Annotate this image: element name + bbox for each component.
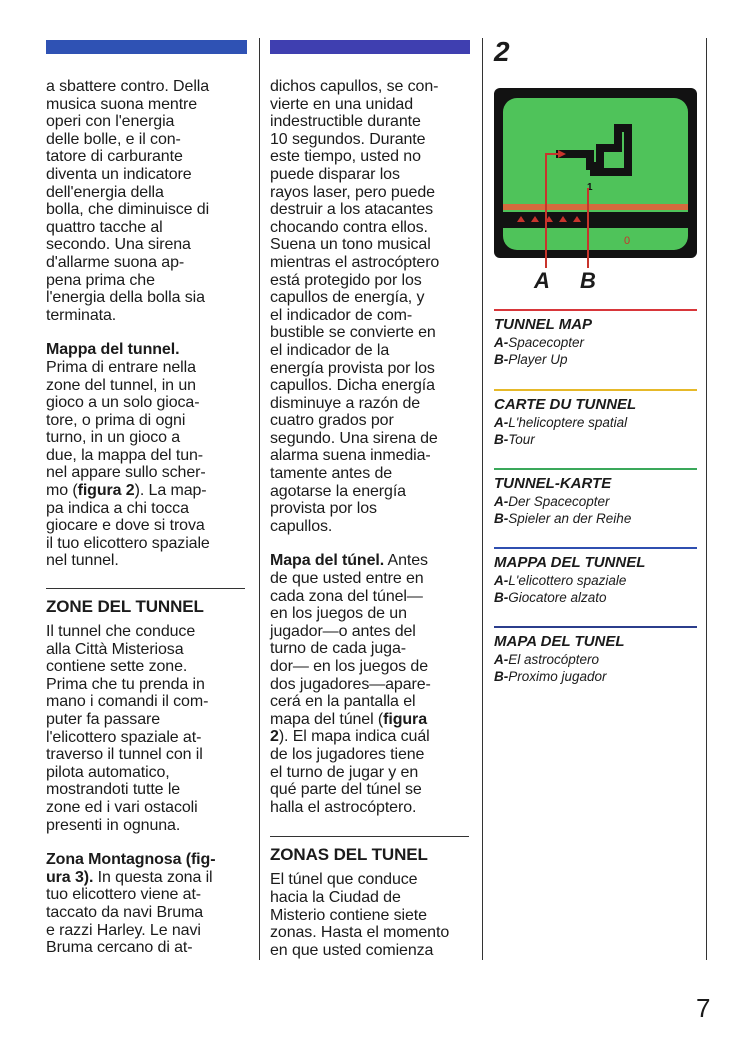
legend-item-b: B-Player Up [494,352,568,367]
legend-title: TUNNEL-KARTE [494,475,612,492]
section-rule [46,588,245,589]
figure-number: 2 [494,36,510,67]
legend-item-a: A-El astrocóptero [494,652,600,667]
paragraph-tunnel-map: Mappa del tunnel. Prima di entrare nella zone del tunnel, in un gioco a un solo gioca- tore, o prima di ogni turno, in un gioco a due, la mappa del tun- nel appare sullo scher- mo (figura 2). La map- pa indica a chi tocca giocare e dove si trova il tuo elicottero spaziale nel tunnel. [46,341,210,570]
legend-item-a: A-L'helicoptere spatial [494,415,628,430]
legend-rule [494,547,697,549]
paragraph-bubble-energy: a sbattere contro. Della musica suona mentre operi con l'energia delle bolle, e il con- tatore di carburante diventa un indicatore dell'energia della bolla, che diminuisce di quattro tacche al secondo. Una sirena d'allarme suona ap- pena prima che l'energia della bolla sia terminata. [46,78,210,324]
legend-title: MAPPA DEL TUNNEL [494,554,646,571]
callout-label-a: A [534,268,550,293]
section-rule [270,836,469,837]
column-2-header-bar [270,40,470,54]
column-1-header-bar [46,40,247,54]
legend-rule [494,389,697,391]
page-number: 7 [696,993,711,1023]
column-spanish [270,78,480,959]
legend-title: CARTE DU TUNNEL [494,396,637,413]
column-divider-3 [706,38,707,960]
player-up-digit: 1 [587,182,593,193]
legend-title: MAPA DEL TUNEL [494,633,625,650]
legend-rule [494,626,697,628]
legend-spanish [494,626,697,685]
legend-title: TUNNEL MAP [494,316,593,333]
paragraph-heading: Mapa del túnel. [270,552,385,570]
legend-item-b: B-Tour [494,432,535,447]
paragraph-tunnel-map-es: Mapa del túnel. Antes de que usted entre en cada zona del túnel— en los juegos de un jugador—o antes del turno de cada juga- dor— en los juegos de dos jugadores—apare- cerá en la pantalla el mapa del túnel (figura 2). El mapa indica cuál de los jugadores tiene el turno de jugar y en qué parte del túnel se halla el astrocóptero. [270,552,431,816]
paragraph-mountain-zone: Zona Montagnosa (fig- ura 3). In questa zona il tuo elicottero viene at- taccato da navi Bruma e razzi Harley. Le navi Bruma cercano di at- [46,851,216,957]
legend-item-a: A-Der Spacecopter [494,494,610,509]
paragraph-tunnel-zones: Il tunnel che conduce alla Città Misteriosa contiene sette zone. Prima che tu prenda in mano i comandi il com- puter fa passare l'elicottero spaziale at- traverso il tunnel con il pilota automatico, mostrandoti tutte le zone ed i vari ostacoli presenti in ognuna. [46,623,209,834]
tunnel-map-screen [494,88,697,298]
column-divider-1 [259,38,260,960]
legend-rule [494,468,697,470]
paragraph-heading: Mappa del tunnel. [46,341,180,359]
paragraph-tunnel-zones-es: El túnel que conduce hacia la Ciudad de Misterio contiene siete zonas. Hasta el momento en que usted comienza [270,871,450,959]
legend-english [494,309,697,368]
legend-item-a: A-L'elicottero spaziale [494,573,627,588]
legend-german [494,468,697,527]
lives-digit: 0 [624,235,631,247]
legend-item-b: B-Spieler an der Reihe [494,511,632,526]
section-title: ZONE DEL TUNNEL [46,597,204,617]
callout-label-b: B [580,268,596,293]
column-divider-2 [482,38,483,960]
legend-item-a: A-Spacecopter [494,335,585,350]
legend-french [494,389,697,448]
paragraph-energy-pods: dichos capullos, se con- vierte en una unidad indestructible durante 10 segundos. Durante este tiempo, usted no puede disparar los rayos laser, pero puede destruir a los atacantes chocando contra ellos. Suena un tono musical mientras el astrocóptero está protegido por los capullos de energía, y el indicador de com- bustible se convierte en el indicador de la energía provista por los capullos. Dicha energía disminuye a razón de cuatro grados por segundo. Una sirena de alarma suena inmedia- tamente antes de agotarse la energía provista por los capullos. [270,78,440,535]
lives-panel [503,212,688,228]
legend-item-b: B-Giocatore alzato [494,590,607,605]
legend-item-b: B-Proximo jugador [494,669,607,684]
legend-rule [494,309,697,311]
column-italian [46,78,256,957]
section-title: ZONAS DEL TUNEL [270,845,428,865]
ground-stripe [503,204,688,210]
legend-italian [494,547,697,606]
